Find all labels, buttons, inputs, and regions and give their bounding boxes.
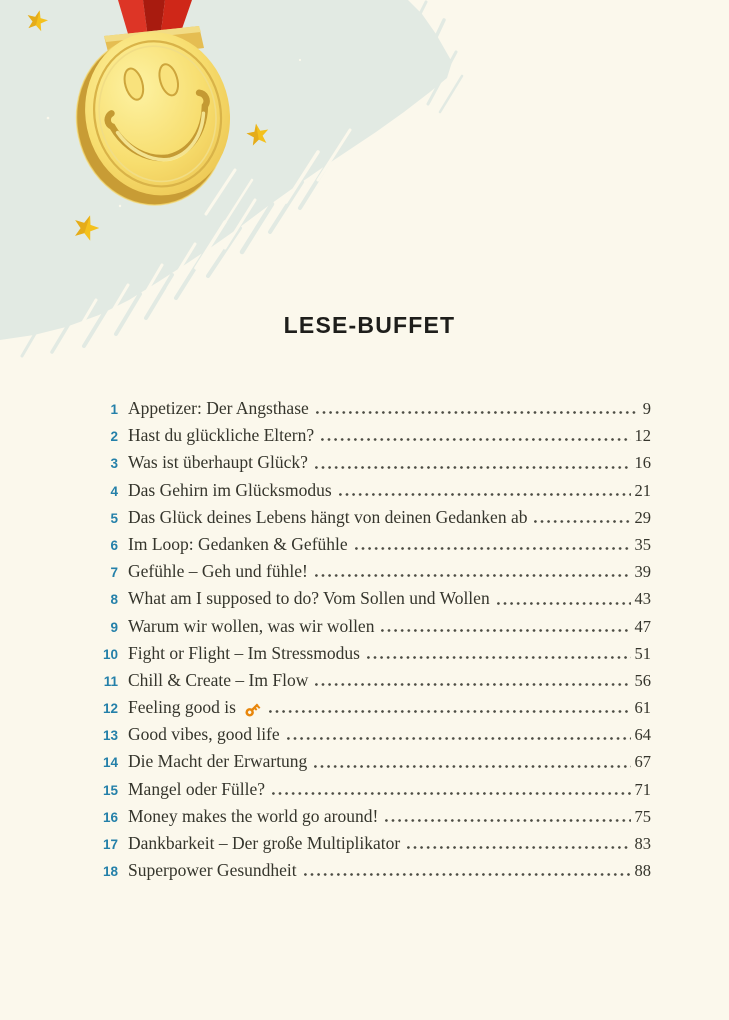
header-illustration (0, 0, 480, 400)
page-number: 64 (634, 725, 651, 745)
chapter-number: 13 (102, 728, 118, 744)
toc-entry[interactable] (88, 640, 651, 667)
dot-leader (315, 574, 631, 577)
page-number: 12 (634, 426, 651, 446)
chapter-number: 1 (110, 402, 118, 417)
chapter-title: Dankbarkeit – Der große Multiplikator (128, 833, 401, 853)
chapter-number: 5 (110, 510, 118, 526)
dot-leader (315, 683, 630, 686)
dot-leader (316, 411, 639, 414)
toc-entry[interactable] (88, 748, 651, 775)
toc-entry[interactable] (88, 667, 651, 694)
page-number: 75 (634, 806, 651, 826)
toc-entry[interactable] (88, 776, 651, 803)
page-number: 29 (634, 507, 651, 527)
toc-entry[interactable] (88, 504, 651, 531)
dot-leader (407, 846, 630, 849)
toc-entry[interactable] (88, 694, 651, 721)
page-title: LESE-BUFFET (283, 312, 456, 338)
chapter-number: 8 (110, 592, 118, 608)
dot-leader (304, 873, 631, 876)
page-number: 51 (634, 643, 651, 663)
chapter-title: Warum wir wollen, was wir wollen (128, 615, 375, 636)
page-number: 67 (634, 752, 651, 772)
chapter-number: 14 (102, 755, 118, 771)
toc-entry[interactable] (88, 721, 651, 748)
chapter-title: Was ist überhaupt Glück? (128, 452, 308, 473)
chapter-number: 3 (110, 456, 118, 472)
chapter-title: Money makes the world go around! (128, 805, 379, 826)
dot-leader (385, 819, 630, 822)
chapter-number: 10 (102, 646, 118, 662)
chapter-number: 6 (110, 537, 118, 553)
chapter-title: Das Glück deines Lebens hängt von deinen Gedanken ab (128, 506, 528, 527)
chapter-number: 18 (102, 864, 118, 880)
page-number: 35 (634, 534, 651, 554)
dot-leader (269, 710, 631, 713)
toc-entry[interactable] (88, 585, 651, 612)
dot-leader (272, 792, 630, 795)
page-number: 9 (642, 399, 651, 418)
page-number: 47 (634, 616, 651, 636)
toc-entry[interactable] (88, 477, 651, 504)
toc-entry[interactable] (88, 613, 651, 640)
chapter-title: Feeling good is (128, 697, 236, 718)
chapter-title: Gefühle – Geh und fühle! (128, 561, 308, 582)
page-number: 21 (634, 480, 651, 500)
dot-leader (314, 765, 630, 768)
toc-entry[interactable] (88, 422, 651, 449)
chapter-title: Die Macht der Erwartung (128, 751, 308, 772)
chapter-title: Fight or Flight – Im Stressmodus (128, 642, 360, 663)
dot-leader (339, 493, 631, 496)
chapter-title: Appetizer: Der Angsthase (128, 398, 309, 418)
page-number: 16 (634, 453, 651, 473)
dot-leader (321, 438, 630, 441)
chapter-number: 11 (103, 673, 118, 689)
toc-list (88, 395, 651, 884)
chapter-title: Superpower Gesundheit (128, 860, 297, 881)
dot-leader (381, 629, 630, 632)
page-number: 43 (634, 589, 651, 609)
page-number: 83 (634, 834, 651, 853)
page-number: 88 (634, 861, 651, 881)
dot-leader (497, 602, 631, 605)
dot-leader (367, 656, 631, 659)
toc-entry[interactable] (88, 395, 651, 422)
chapter-number: 16 (102, 809, 118, 825)
page-number: 61 (634, 698, 651, 718)
page-number: 56 (634, 670, 651, 690)
page-number: 71 (634, 779, 651, 799)
watercolor-wash-icon (0, 0, 462, 356)
chapter-number: 4 (110, 483, 118, 499)
toc-entry[interactable] (88, 830, 651, 857)
toc-entry[interactable] (88, 531, 651, 558)
toc-entry[interactable] (88, 558, 651, 585)
chapter-title: Mangel oder Fülle? (128, 778, 266, 799)
chapter-title: Chill & Create – Im Flow (128, 669, 309, 690)
chapter-title: What am I supposed to do? Vom Sollen und Wollen (128, 588, 490, 609)
key-icon (243, 700, 262, 719)
chapter-number: 2 (110, 429, 118, 445)
dot-leader (534, 520, 630, 523)
toc-entry[interactable] (88, 803, 651, 830)
chapter-number: 7 (110, 565, 118, 581)
toc-entry[interactable] (88, 449, 651, 476)
chapter-number: 9 (110, 619, 118, 635)
page-number: 39 (634, 562, 651, 582)
chapter-number: 17 (102, 837, 118, 852)
chapter-title: Im Loop: Gedanken & Gefühle (128, 533, 348, 554)
chapter-number: 15 (102, 782, 118, 798)
dot-leader (355, 547, 631, 550)
chapter-title: Das Gehirn im Glücksmodus (128, 479, 332, 500)
dot-leader (315, 466, 631, 469)
chapter-title: Hast du glückliche Eltern? (128, 425, 315, 446)
toc-entry[interactable] (88, 857, 651, 884)
chapter-number: 12 (102, 701, 118, 717)
dot-leader (287, 737, 631, 740)
chapter-title: Good vibes, good life (128, 724, 280, 745)
